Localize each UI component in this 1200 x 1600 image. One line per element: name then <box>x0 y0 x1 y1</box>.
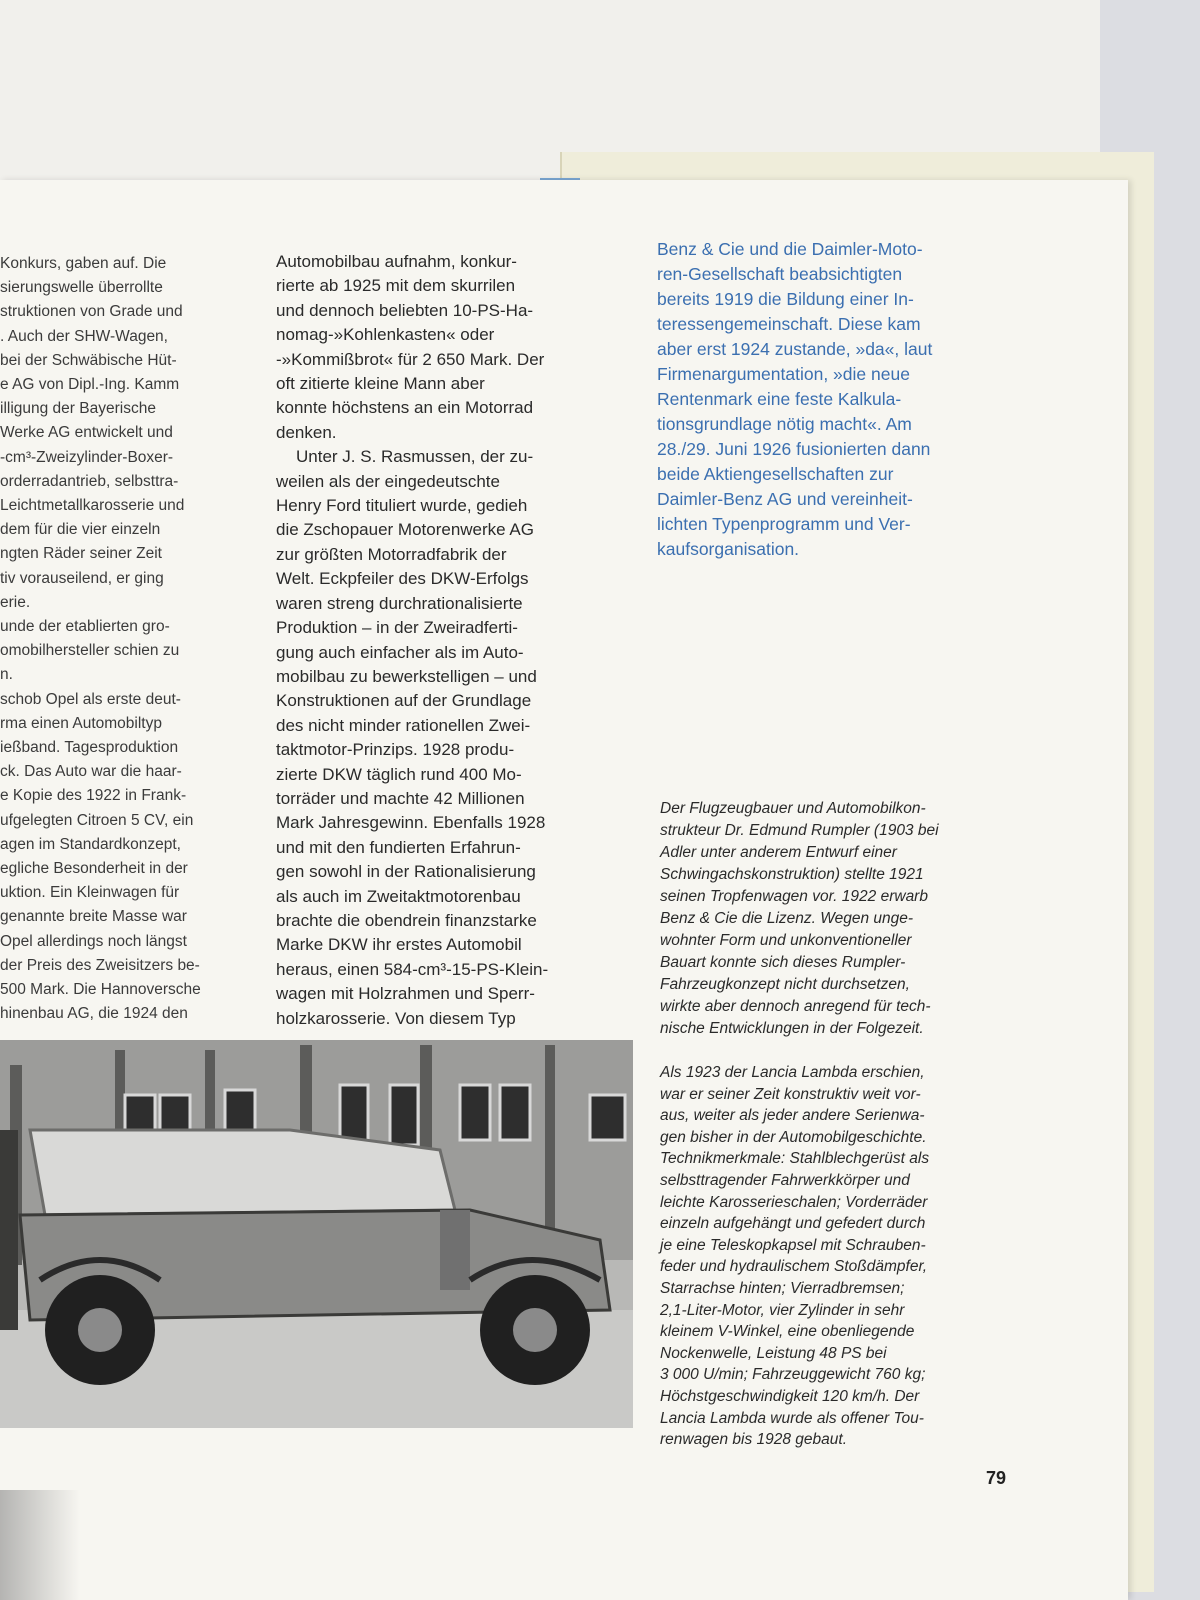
caption2-line: Lancia Lambda wurde als offener Tou- <box>660 1409 924 1427</box>
col2-line: torräder und machte 42 Millionen <box>276 788 525 808</box>
caption2-line: war er seiner Zeit konstruktiv weit vor- <box>660 1085 921 1103</box>
col2-line: Automobilbau aufnahm, konkur- <box>276 252 517 271</box>
col1-line: e AG von Dipl.-Ing. Kamm <box>0 376 180 394</box>
caption2-line: gen bisher in der Automobilgeschichte. <box>660 1128 927 1146</box>
col1-line: egliche Besonderheit in der <box>0 860 188 878</box>
col3-line: Firmenargumentation, »die neue <box>657 364 910 384</box>
caption1-line: wirkte aber dennoch anregend für tech- <box>660 998 931 1015</box>
col2-line: Mark Jahresgewinn. Ebenfalls 1928 <box>276 813 546 833</box>
col2-line: weilen als der eingedeutschte <box>276 471 500 491</box>
col1-line: ck. Das Auto war die haar- <box>0 763 182 781</box>
col2-line: mobilbau zu bewerkstelligen – und <box>276 666 537 686</box>
col2-line: heraus, einen 584-cm³-15-PS-Klein- <box>276 959 549 979</box>
caption2-line: Nockenwelle, Leistung 48 PS bei <box>660 1344 887 1362</box>
col1-line: rma einen Automobiltyp <box>0 714 162 732</box>
page-number: 79 <box>986 1468 1007 1488</box>
col1-line: struktionen von Grade und <box>0 303 183 321</box>
caption1-line: seinen Tropfenwagen vor. 1922 erwarb <box>660 888 928 905</box>
col2-line: Marke DKW ihr erstes Automobil <box>276 935 522 955</box>
col1-line: dem für die vier einzeln <box>0 521 161 539</box>
caption1-line: Fahrzeugkonzept nicht durchsetzen, <box>660 976 910 993</box>
col2-line: Henry Ford tituliert wurde, gedieh <box>276 496 528 516</box>
caption1-line: strukteur Dr. Edmund Rumpler (1903 bei <box>660 822 939 839</box>
caption1-line: Adler unter anderem Entwurf einer <box>660 844 897 861</box>
text-column-right-blue <box>657 237 1027 562</box>
col2-line: waren streng durchrationalisierte <box>276 593 523 613</box>
caption2-line: 2,1-Liter-Motor, vier Zylinder in sehr <box>660 1301 905 1319</box>
col2-line: -»Kommißbrot« für 2 650 Mark. Der <box>276 349 545 369</box>
col2-line: Welt. Eckpfeiler des DKW-Erfolgs <box>276 569 529 589</box>
col1-line: unde der etablierten gro- <box>0 618 170 636</box>
caption-lancia-lambda <box>660 1062 1030 1451</box>
col1-line: hinenbau AG, die 1924 den <box>0 1005 188 1023</box>
col3-line: ren-Gesellschaft beabsichtigten <box>657 264 903 284</box>
col2-line: taktmotor-Prinzips. 1928 produ- <box>276 740 515 760</box>
col2-line: brachte die obendrein finanzstarke <box>276 910 537 930</box>
caption2-line: leichte Karosserieschalen; Vorderräder <box>660 1193 928 1211</box>
col1-line: ießband. Tagesproduktion <box>0 739 179 757</box>
col3-line: 28./29. Juni 1926 fusionierten dann <box>657 439 931 459</box>
caption2-line: renwagen bis 1928 gebaut. <box>660 1431 848 1449</box>
col2-line: konnte höchstens an ein Motorrad <box>276 398 534 418</box>
col2-line: Unter J. S. Rasmussen, der zu- <box>296 447 534 467</box>
col2-line: denken. <box>276 422 337 442</box>
col1-line: 500 Mark. Die Hannoversche <box>0 981 201 999</box>
col1-line: Werke AG entwickelt und <box>0 424 173 442</box>
col2-line: gen sowohl in der Rationalisierung <box>276 862 536 882</box>
col1-line: uktion. Ein Kleinwagen für <box>0 884 180 902</box>
caption-rumpler <box>660 798 1030 1040</box>
col1-line: ufgelegten Citroen 5 CV, ein <box>0 811 194 829</box>
caption2-line: Höchstgeschwindigkeit 120 km/h. Der <box>660 1387 920 1405</box>
col3-line: teressengemeinschaft. Diese kam <box>657 314 921 334</box>
col3-line: lichten Typenprogramm und Ver- <box>657 514 911 534</box>
caption2-line: Als 1923 der Lancia Lambda erschien, <box>660 1064 925 1081</box>
col2-line: Produktion – in der Zweiradferti- <box>276 618 518 638</box>
caption1-line: nische Entwicklungen in der Folgezeit. <box>660 1020 924 1037</box>
caption1-line: wohnter Form und unkonventioneller <box>660 932 912 949</box>
caption2-line: aus, weiter als jeder andere Serienwa- <box>660 1107 925 1125</box>
caption2-line: 3 000 U/min; Fahrzeuggewicht 760 kg; <box>660 1366 926 1384</box>
col1-line: ngten Räder seiner Zeit <box>0 545 162 563</box>
col3-line: bereits 1919 die Bildung einer In- <box>657 289 914 309</box>
col1-line: agen im Standardkonzept, <box>0 835 181 853</box>
col2-line: und dennoch beliebten 10-PS-Ha- <box>276 300 534 320</box>
col2-line: zierte DKW täglich rund 400 Mo- <box>276 764 522 784</box>
col2-line: gung auch einfacher als im Auto- <box>276 642 524 662</box>
col1-line: Opel allerdings noch längst <box>0 932 187 950</box>
text-column-left <box>0 252 255 1027</box>
caption2-line: feder und hydraulischem Stoßdämpfer, <box>660 1258 928 1276</box>
caption2-line: kleinem V-Winkel, eine obenliegende <box>660 1323 915 1341</box>
col3-line: kaufsorganisation. <box>657 539 800 559</box>
col1-line: genannte breite Masse war <box>0 908 187 926</box>
page-gutter-shadow <box>0 1490 80 1600</box>
col2-line: als auch im Zweitaktmotorenbau <box>276 886 521 906</box>
col3-line: Daimler-Benz AG und vereinheit- <box>657 489 913 509</box>
col3-line: tionsgrundlage nötig macht«. Am <box>657 414 912 434</box>
col1-line: n. <box>0 666 13 684</box>
col1-line: Konkurs, gaben auf. Die <box>0 255 167 272</box>
col3-line: beide Aktiengesellschaften zur <box>657 464 894 484</box>
col1-line: omobilhersteller schien zu <box>0 642 180 660</box>
col3-line: Benz & Cie und die Daimler-Moto- <box>657 239 923 259</box>
col1-line: bei der Schwäbische Hüt- <box>0 351 177 369</box>
caption2-line: je eine Teleskopkapsel mit Schrauben- <box>660 1236 926 1254</box>
col2-line: und mit den fundierten Erfahrun- <box>276 837 521 857</box>
col1-line: Leichtmetallkarosserie und <box>0 497 185 515</box>
col1-line: . Auch der SHW-Wagen, <box>0 327 168 345</box>
caption2-line: Technikmerkmale: Stahlblechgerüst als <box>660 1150 930 1168</box>
col1-line: schob Opel als erste deut- <box>0 690 181 708</box>
col1-line: illigung der Bayerische <box>0 400 156 418</box>
col1-line: e Kopie des 1922 in Frank- <box>0 787 187 805</box>
col3-line: aber erst 1924 zustande, »da«, laut <box>657 339 933 359</box>
text-column-middle <box>276 250 626 1031</box>
col2-line: wagen mit Holzrahmen und Sperr- <box>276 984 535 1004</box>
col2-line: des nicht minder rationellen Zwei- <box>276 715 531 735</box>
col2-line: nomag-»Kohlenkasten« oder <box>276 325 495 345</box>
col2-line: oft zitierte kleine Mann aber <box>276 374 485 394</box>
col1-line: der Preis des Zweisitzers be- <box>0 956 200 974</box>
caption1-line: Benz & Cie die Lizenz. Wegen unge- <box>660 910 914 927</box>
col2-line: holzkarosserie. Von diesem Typ <box>276 1008 516 1028</box>
col1-line: orderradantrieb, selbsttra- <box>0 472 179 490</box>
col2-line: Konstruktionen auf der Grundlage <box>276 691 532 711</box>
car-photo-illustration <box>0 1040 633 1428</box>
caption2-line: selbsttragender Fahrwerkkörper und <box>660 1171 910 1189</box>
col2-line: rierte ab 1925 mit dem skurrilen <box>276 276 516 296</box>
col1-line: tiv vorauseilend, er ging <box>0 569 164 587</box>
caption1-line: Der Flugzeugbauer und Automobilkon- <box>660 800 926 817</box>
col1-line: erie. <box>0 593 31 611</box>
caption1-line: Schwingachskonstruktion) stellte 1921 <box>660 866 924 883</box>
lancia-lambda-photo <box>0 1040 633 1428</box>
col2-line: zur größten Motorradfabrik der <box>276 544 507 564</box>
caption2-line: Starrachse hinten; Vierradbremsen; <box>660 1279 905 1297</box>
col2-line: die Zschopauer Motorenwerke AG <box>276 520 534 540</box>
col1-line: -cm³-Zweizylinder-Boxer- <box>0 448 174 466</box>
caption1-line: Bauart konnte sich dieses Rumpler- <box>660 954 906 971</box>
caption2-line: einzeln aufgehängt und gefedert durch <box>660 1215 926 1233</box>
col1-line: sierungswelle überrollte <box>0 279 163 297</box>
col3-line: Rentenmark eine feste Kalkula- <box>657 389 902 409</box>
